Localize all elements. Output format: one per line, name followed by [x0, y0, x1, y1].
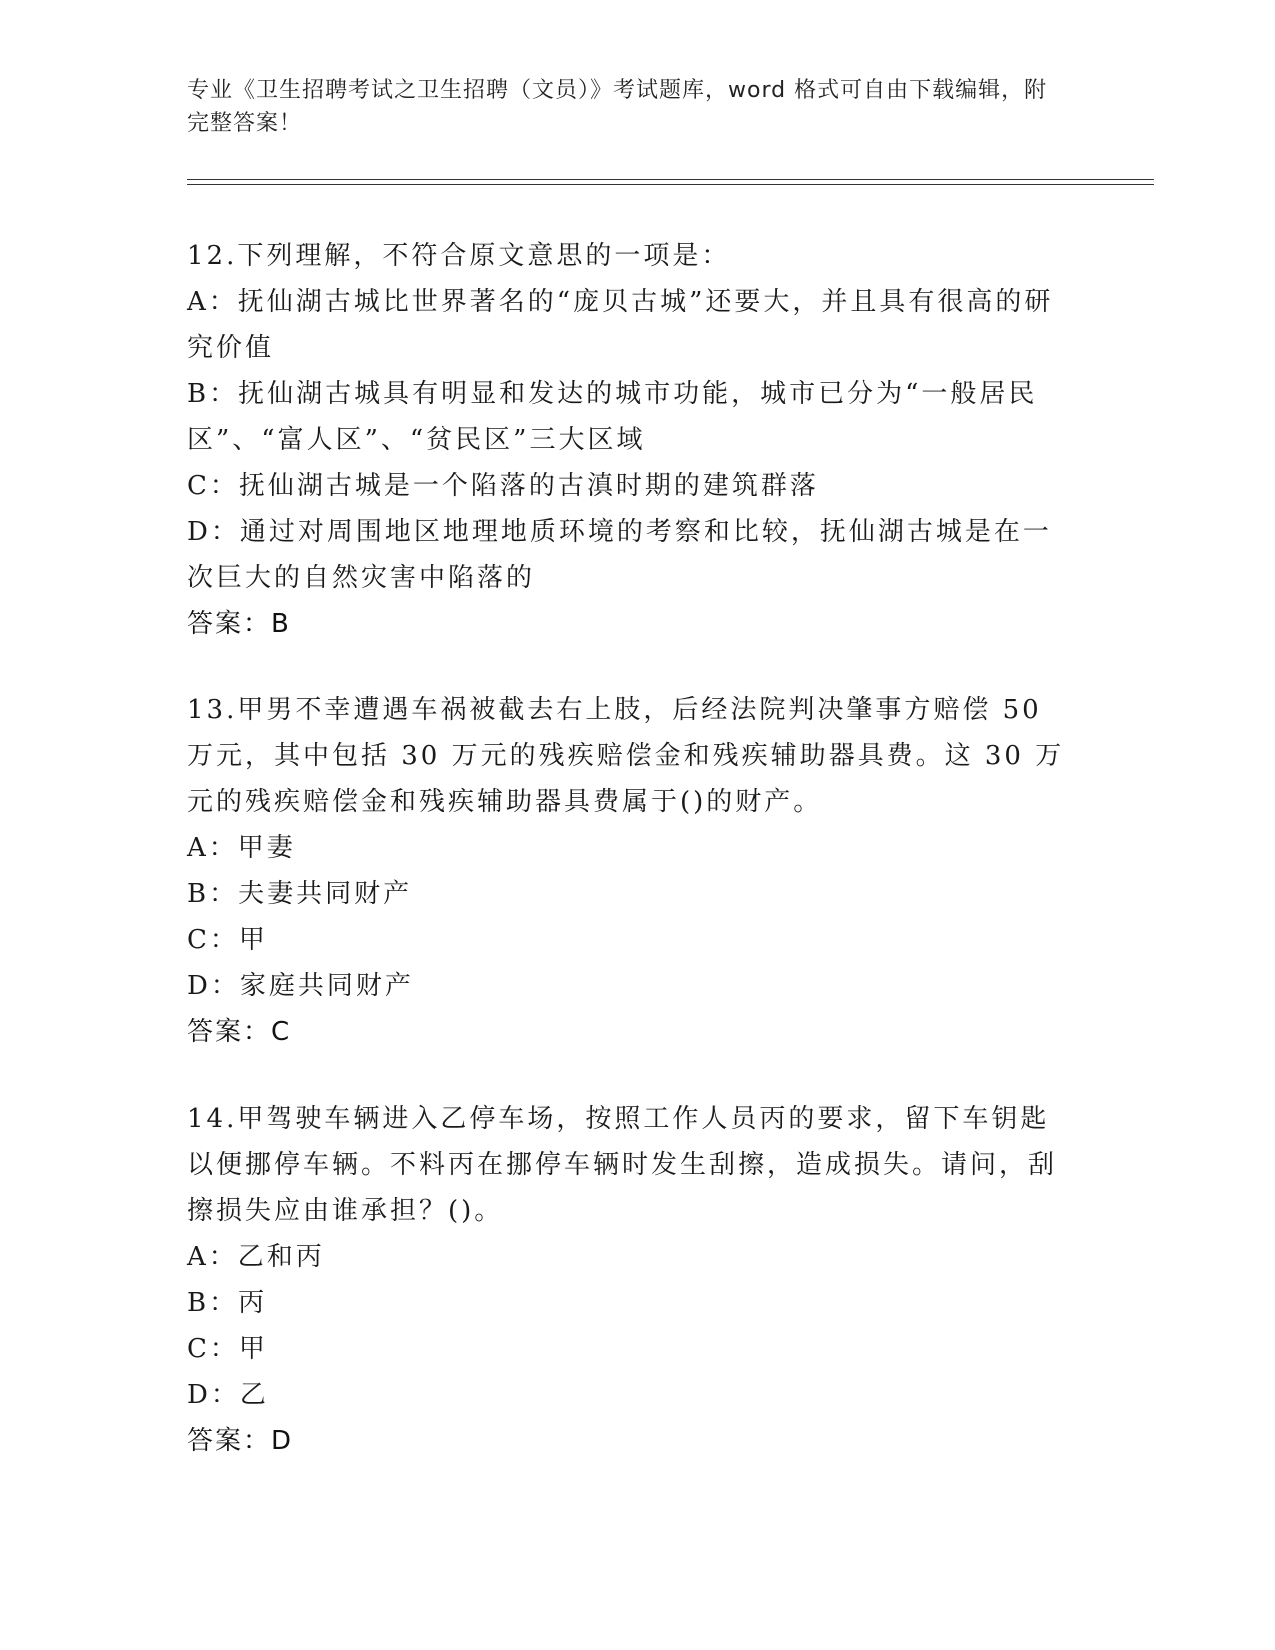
header-divider: [187, 179, 1154, 180]
option-c: C：抚仙湖古城是一个陷落的古滇时期的建筑群落: [187, 471, 819, 501]
question-13: [187, 687, 1067, 1055]
option-d: D：乙: [187, 1380, 269, 1410]
option-d: D：家庭共同财产: [187, 971, 414, 1001]
question-14: [187, 1096, 1067, 1464]
option-b: B：夫妻共同财产: [187, 879, 413, 909]
option-c: C：甲: [187, 925, 268, 955]
answer: 答案：C: [187, 1017, 292, 1047]
option-c: C：甲: [187, 1334, 268, 1364]
document-header: 专业《卫生招聘考试之卫生招聘（文员）》考试题库，word 格式可自由下载编辑，附完整答案！: [187, 78, 1048, 136]
answer: 答案：D: [187, 1426, 294, 1456]
option-b: B：丙: [187, 1288, 268, 1318]
option-a: A：抚仙湖古城比世界著名的“庞贝古城”还要大，并且具有很高的研究价值: [187, 287, 1054, 363]
answer: 答案：B: [187, 609, 291, 639]
question-stem: 14.甲驾驶车辆进入乙停车场，按照工作人员丙的要求，留下车钥匙以便挪停车辆。不料丙在挪停车辆时发生刮擦，造成损失。请问，刮擦损失应由谁承担？()。: [187, 1104, 1058, 1226]
option-d: D：通过对周围地区地理地质环境的考察和比较，抚仙湖古城是在一次巨大的自然灾害中陷落的: [187, 517, 1052, 593]
option-a: A：乙和丙: [187, 1242, 325, 1272]
option-b: B：抚仙湖古城具有明显和发达的城市功能，城市已分为“一般居民区”、“富人区”、“贫民区”三大区域: [187, 379, 1038, 455]
question-stem: 12.下列理解，不符合原文意思的一项是：: [187, 241, 731, 271]
question-stem: 13.甲男不幸遭遇车祸被截去右上肢，后经法院判决肇事方赔偿 50 万元，其中包括 30 万元的残疾赔偿金和残疾辅助器具费。这 30 万元的残疾赔偿金和残疾辅助器具费属于()的财产。: [187, 695, 1065, 817]
option-a: A：甲妻: [187, 833, 296, 863]
question-12: [187, 233, 1067, 647]
header-divider-second: [187, 184, 1154, 185]
